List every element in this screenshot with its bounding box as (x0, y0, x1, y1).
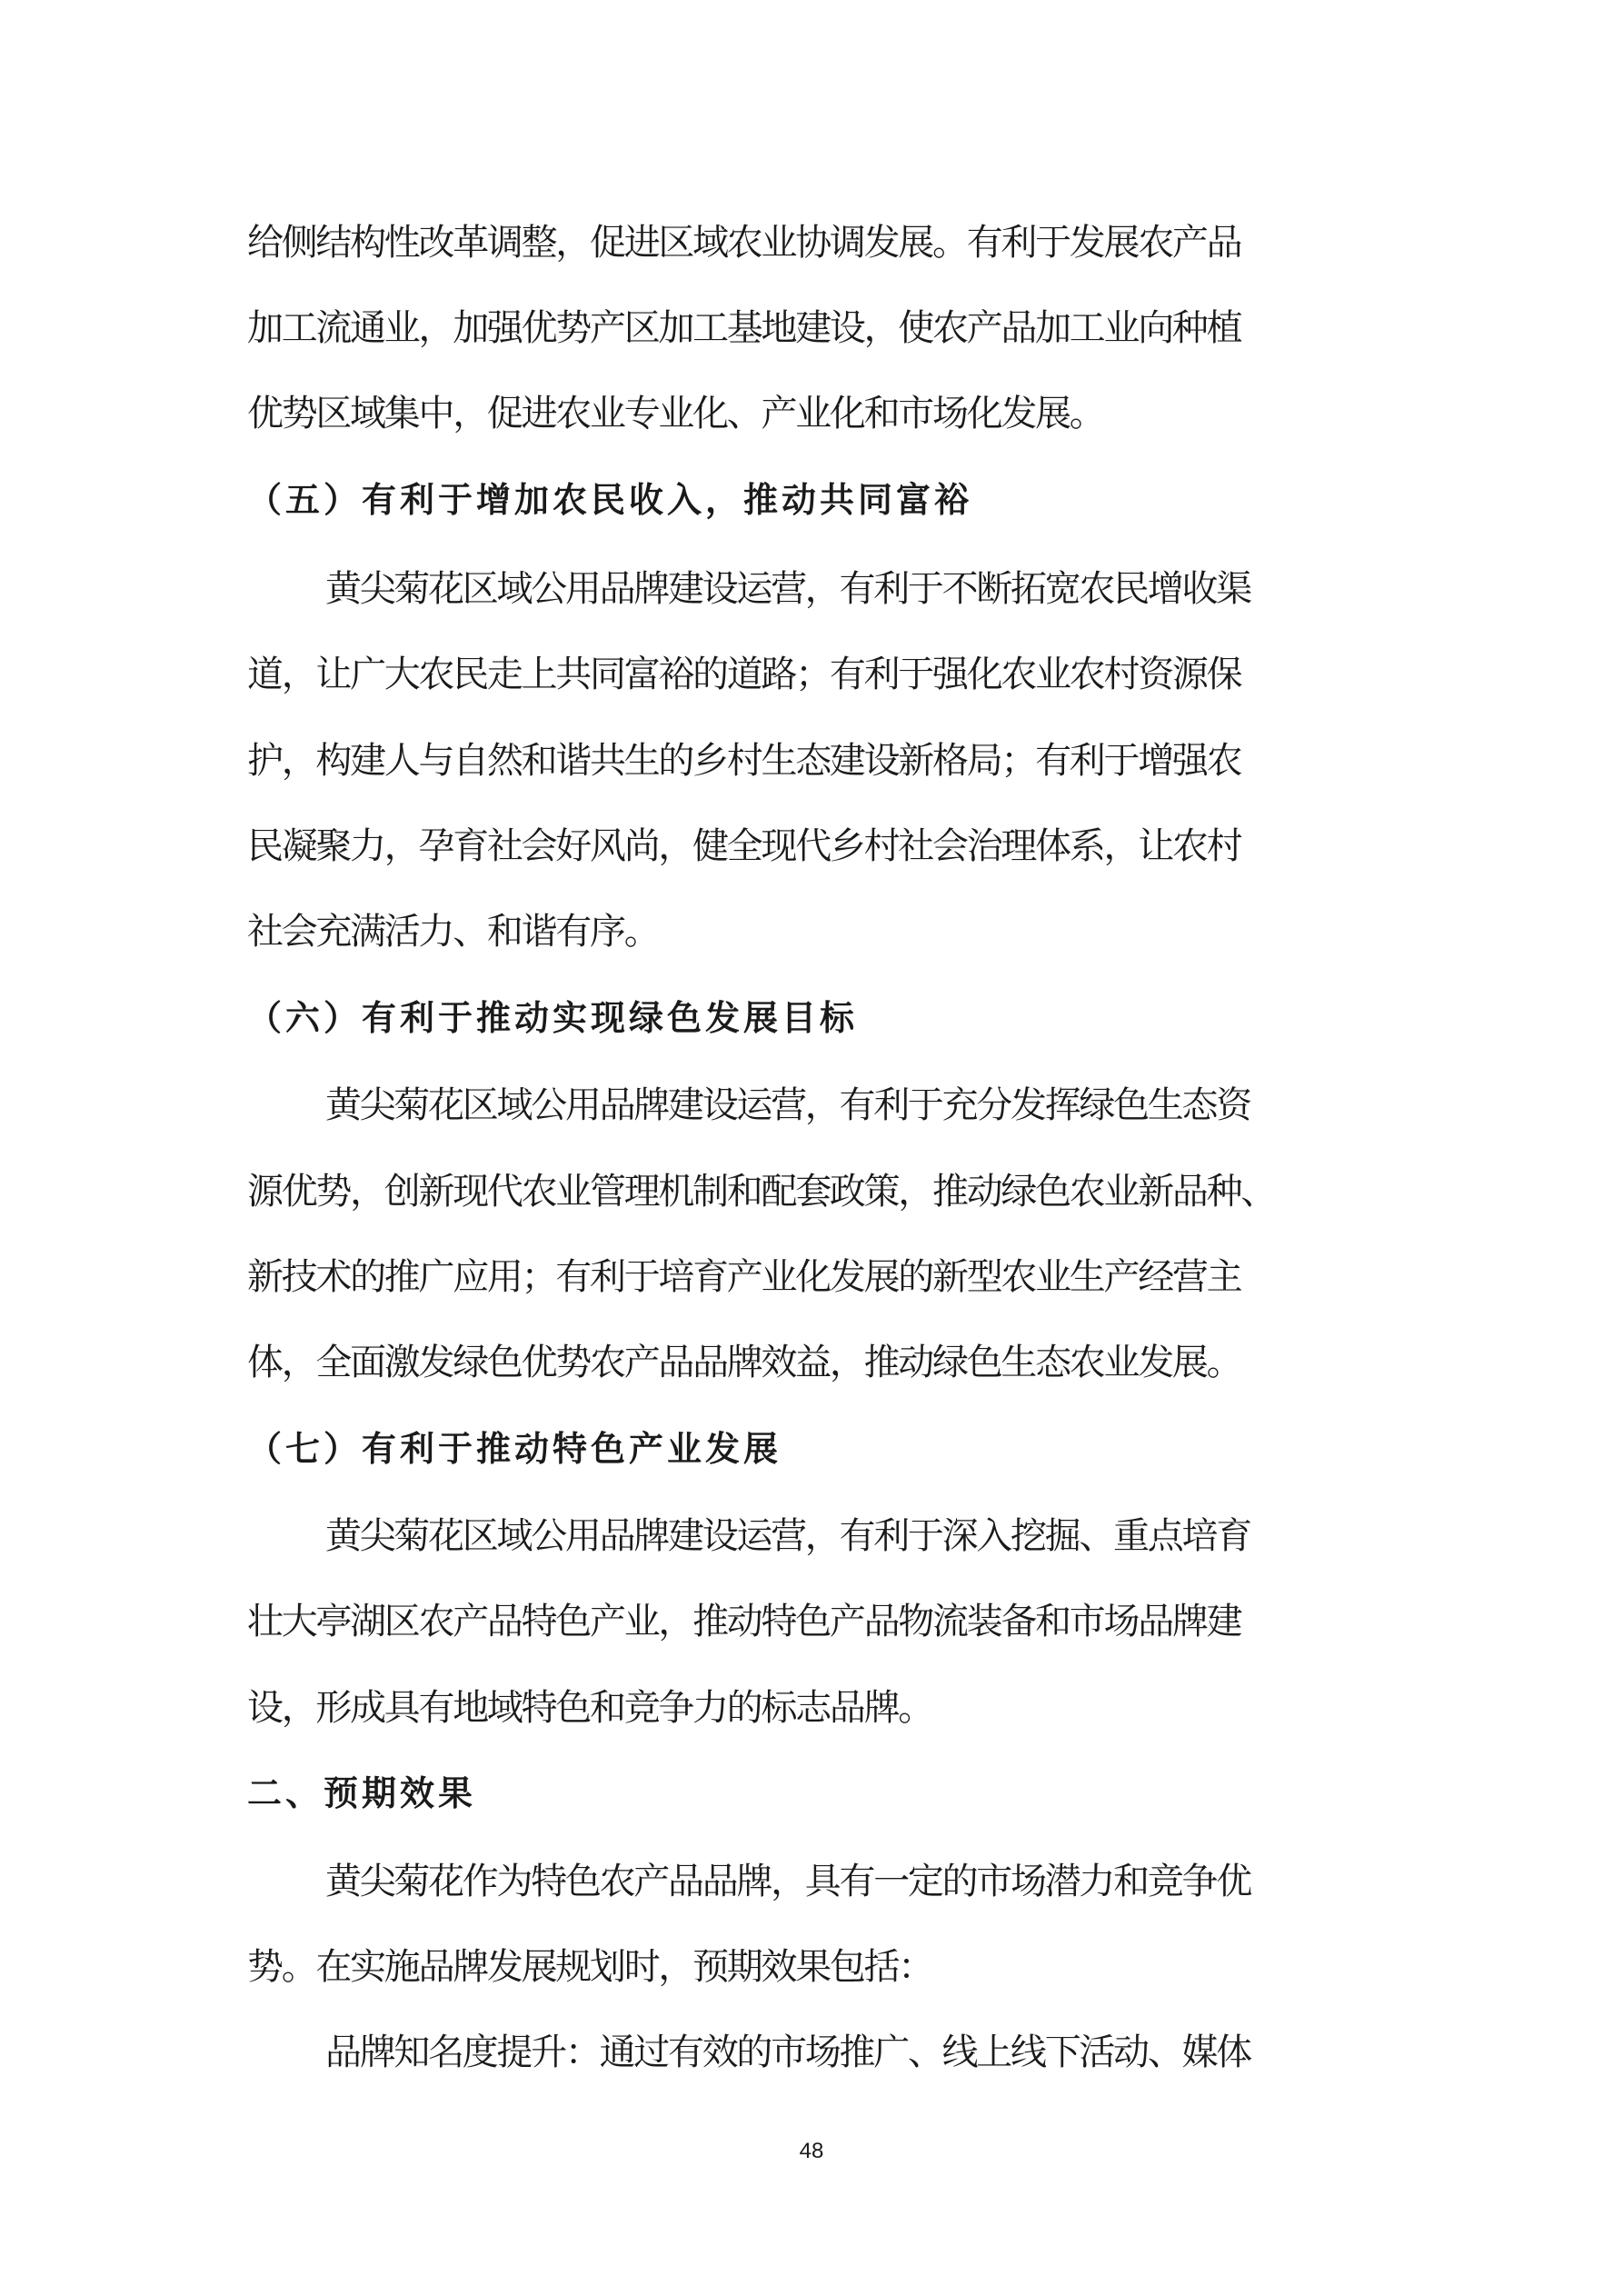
paragraph-line: 加工流通业，加强优势产区加工基地建设，使农产品加工业向种植 (247, 307, 1241, 349)
section-heading: （六）有利于推动实现绿色发展目标 (247, 998, 859, 1038)
paragraph-line: 新技术的推广应用；有利于培育产业化发展的新型农业生产经营主 (247, 1256, 1241, 1298)
paragraph-line: 黄尖菊花区域公用品牌建设运营，有利于不断拓宽农民增收渠 (325, 568, 1250, 610)
paragraph-line: 壮大亭湖区农产品特色产业，推动特色产品物流装备和市场品牌建 (247, 1601, 1241, 1642)
section-heading: （七）有利于推动特色产业发展 (247, 1429, 782, 1469)
section-heading: 二、预期效果 (247, 1773, 477, 1813)
paragraph-line: 黄尖菊花作为特色农产品品牌，具有一定的市场潜力和竞争优 (325, 1861, 1250, 1902)
paragraph-line: 优势区域集中，促进农业专业化、产业化和市场化发展。 (247, 393, 1104, 434)
paragraph-line: 设，形成具有地域特色和竞争力的标志品牌。 (247, 1687, 932, 1729)
paragraph-line: 黄尖菊花区域公用品牌建设运营，有利于深入挖掘、重点培育 (325, 1515, 1250, 1557)
page-number: 48 (799, 2139, 824, 2163)
paragraph-line: 护，构建人与自然和谐共生的乡村生态建设新格局；有利于增强农 (247, 740, 1241, 782)
paragraph-line: 体，全面激发绿色优势农产品品牌效益，推动绿色生态农业发展。 (247, 1342, 1241, 1383)
paragraph-line: 黄尖菊花区域公用品牌建设运营，有利于充分发挥绿色生态资 (325, 1084, 1250, 1126)
section-heading: （五）有利于增加农民收入，推动共同富裕 (247, 480, 973, 520)
paragraph-line: 给侧结构性改革调整，促进区域农业协调发展。有利于发展农产品 (247, 222, 1241, 264)
paragraph-line: 道，让广大农民走上共同富裕的道路；有利于强化农业农村资源保 (247, 654, 1241, 695)
paragraph-line: 品牌知名度提升：通过有效的市场推广、线上线下活动、媒体 (325, 2031, 1250, 2073)
paragraph-line: 社会充满活力、和谐有序。 (247, 911, 659, 953)
paragraph-line: 势。在实施品牌发展规划时，预期效果包括： (247, 1946, 932, 1988)
paragraph-line: 民凝聚力，孕育社会好风尚，健全现代乡村社会治理体系，让农村 (247, 825, 1241, 867)
paragraph-line: 源优势，创新现代农业管理机制和配套政策，推动绿色农业新品种、 (247, 1171, 1275, 1213)
